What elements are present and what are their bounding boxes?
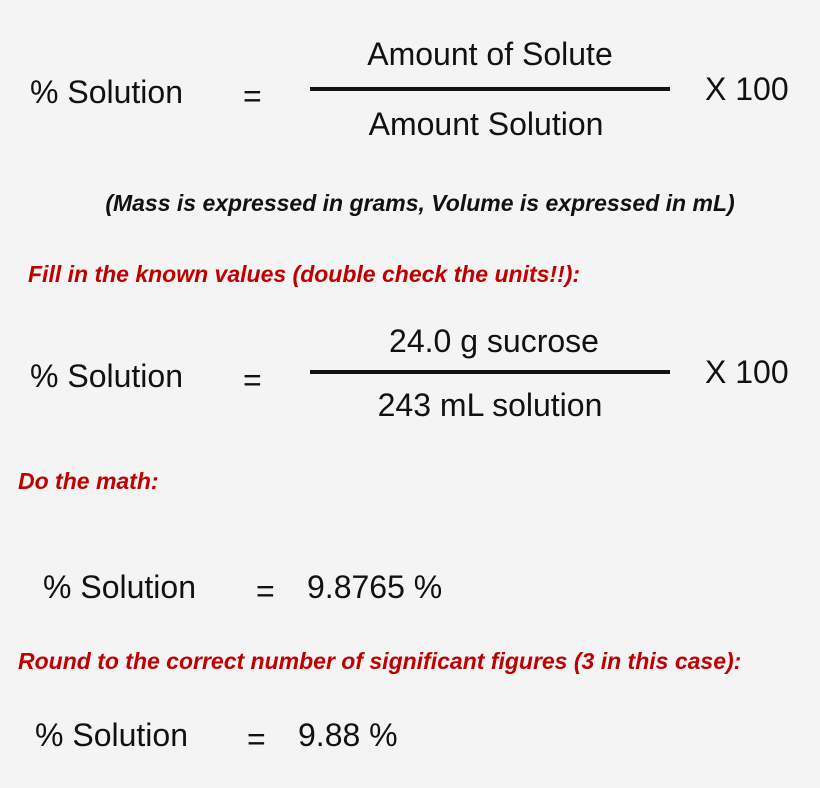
substituted-equals: =: [243, 362, 262, 398]
math-result-equals: =: [256, 573, 275, 609]
substituted-numerator: 24.0 g sucrose: [389, 323, 599, 359]
step2-heading: Do the math:: [18, 468, 159, 494]
units-note: (Mass is expressed in grams, Volume is expressed in mL): [105, 190, 735, 216]
step1-heading: Fill in the known values (double check the units!!):: [28, 261, 581, 287]
substituted-multiplier: X 100: [705, 354, 789, 390]
step3-heading: Round to the correct number of significant figures (3 in this case):: [18, 648, 742, 674]
substituted-lhs: % Solution: [30, 358, 183, 394]
math-result-lhs: % Solution: [43, 569, 196, 605]
formula-lhs: % Solution: [30, 74, 183, 110]
rounded-result-lhs: % Solution: [35, 717, 188, 753]
substituted-fraction-bar: [310, 370, 670, 374]
formula-equals: =: [243, 78, 262, 114]
rounded-result-value: 9.88 %: [298, 717, 398, 753]
formula-fraction-bar: [310, 87, 670, 91]
formula-numerator: Amount of Solute: [367, 36, 613, 72]
rounded-result-equals: =: [247, 721, 266, 757]
formula-multiplier: X 100: [705, 71, 789, 107]
math-result-value: 9.8765 %: [307, 569, 443, 605]
formula-denominator: Amount Solution: [368, 106, 604, 142]
substituted-denominator: 243 mL solution: [377, 387, 603, 423]
